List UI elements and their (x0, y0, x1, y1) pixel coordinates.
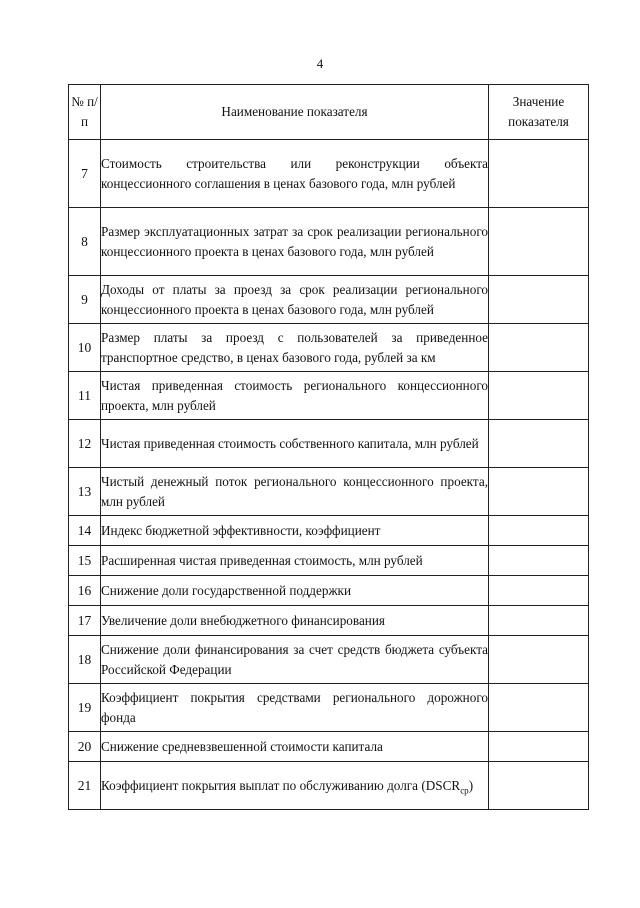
row-number: 11 (69, 372, 101, 420)
table-row (69, 140, 589, 208)
row-number: 12 (69, 420, 101, 468)
indicator-name: Снижение доли государственной поддержки (101, 576, 489, 606)
indicator-name: Размер эксплуатационных затрат за срок реализации регионального концессионного проекта в ценах базового года, млн рублей (101, 208, 489, 276)
row-number: 10 (69, 324, 101, 372)
indicator-name-text: Коэффициент покрытия выплат по обслуживанию долга (DSCR (101, 777, 461, 793)
indicator-name: Чистая приведенная стоимость собственного капитала, млн рублей (101, 420, 489, 468)
indicator-name: Чистый денежный поток регионального концессионного проекта, млн рублей (101, 468, 489, 516)
row-number: 7 (69, 140, 101, 208)
indicator-name: Стоимость строительства или реконструкции объекта концессионного соглашения в ценах базового года, млн рублей (101, 140, 489, 208)
table-row (69, 468, 589, 516)
header-indicator-name: Наименование показателя (101, 85, 489, 140)
row-number: 21 (69, 762, 101, 810)
row-number: 19 (69, 684, 101, 732)
table-row (69, 324, 589, 372)
indicator-name: Доходы от платы за проезд за срок реализации регионального концессионного проекта в ценах базового года, млн рублей (101, 276, 489, 324)
table-row (69, 732, 589, 762)
indicator-name: Увеличение доли внебюджетного финансирования (101, 606, 489, 636)
row-number: 8 (69, 208, 101, 276)
table-row (69, 576, 589, 606)
row-number: 16 (69, 576, 101, 606)
indicator-value-cell (489, 762, 589, 810)
indicator-name: Снижение средневзвешенной стоимости капитала (101, 732, 489, 762)
indicator-value-cell (489, 732, 589, 762)
indicator-value-cell (489, 636, 589, 684)
header-number: № п/п (69, 85, 101, 140)
table-header-row (69, 85, 589, 140)
page-number: 4 (316, 56, 324, 71)
table-row (69, 276, 589, 324)
indicators-table (68, 84, 589, 810)
table-row (69, 546, 589, 576)
row-number: 18 (69, 636, 101, 684)
indicator-name: Чистая приведенная стоимость регионального концессионного проекта, млн рублей (101, 372, 489, 420)
row-number: 13 (69, 468, 101, 516)
indicator-value-cell (489, 420, 589, 468)
indicator-name (101, 762, 489, 810)
table-row (69, 684, 589, 732)
indicator-value-cell (489, 684, 589, 732)
indicator-name: Размер платы за проезд с пользователей за приведенное транспортное средство, в ценах базового года, рублей за км (101, 324, 489, 372)
indicator-value-cell (489, 140, 589, 208)
indicator-value-cell (489, 576, 589, 606)
indicator-name: Коэффициент покрытия средствами регионального дорожного фонда (101, 684, 489, 732)
indicator-value-cell (489, 208, 589, 276)
row-number: 9 (69, 276, 101, 324)
indicator-value-cell (489, 372, 589, 420)
indicator-value-cell (489, 276, 589, 324)
header-indicator-value: Значение показателя (489, 85, 589, 140)
table-row (69, 372, 589, 420)
indicator-name-tail: ) (468, 777, 474, 793)
row-number: 20 (69, 732, 101, 762)
indicator-name-subscript: ср (460, 785, 469, 796)
table-row (69, 420, 589, 468)
row-number: 14 (69, 516, 101, 546)
indicator-value-cell (489, 468, 589, 516)
table-row (69, 762, 589, 810)
indicator-name: Снижение доли финансирования за счет средств бюджета субъекта Российской Федерации (101, 636, 489, 684)
indicator-value-cell (489, 516, 589, 546)
table-row (69, 636, 589, 684)
row-number: 15 (69, 546, 101, 576)
indicator-value-cell (489, 546, 589, 576)
table-row (69, 208, 589, 276)
indicator-value-cell (489, 324, 589, 372)
table-row (69, 606, 589, 636)
indicator-name: Индекс бюджетной эффективности, коэффициент (101, 516, 489, 546)
row-number: 17 (69, 606, 101, 636)
indicator-name: Расширенная чистая приведенная стоимость, млн рублей (101, 546, 489, 576)
table-row (69, 516, 589, 546)
indicator-value-cell (489, 606, 589, 636)
